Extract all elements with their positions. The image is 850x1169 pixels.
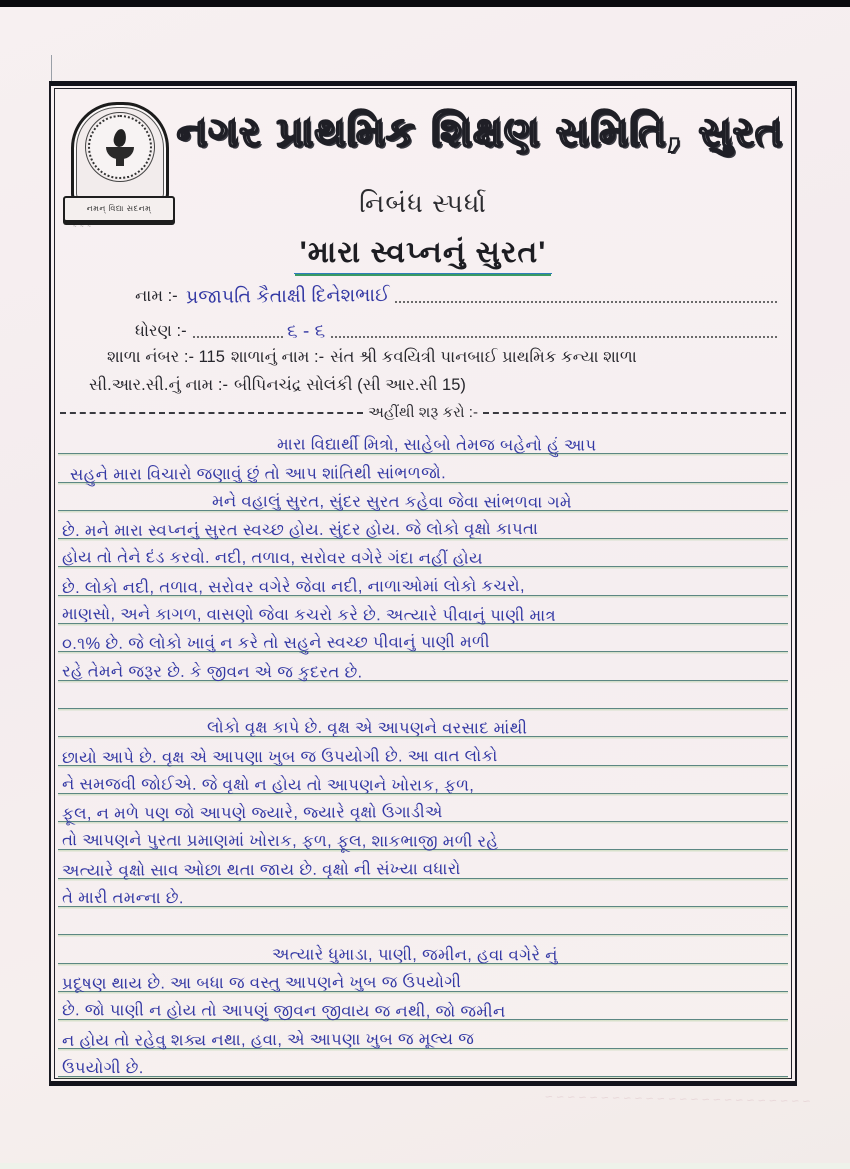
handwritten-essay-line: ન હોય તો રહેવુ શક્ય નથા, હવા, એ આપણા ખુબ જ મૂલ્ય જ	[61, 1029, 475, 1050]
handwritten-essay-line: ઉપયોગી છે.	[61, 1058, 144, 1077]
ruled-line	[58, 454, 788, 482]
ruled-line	[58, 1049, 788, 1077]
form-row-crc	[89, 376, 781, 395]
handwritten-essay-line: ને સમજવી જોઈએ. જે વૃક્ષો ન હોય તો આપણને ખોરાક, ફળ,	[61, 775, 475, 795]
essay-title-wrap	[51, 236, 795, 274]
essay-title: 'મારા સ્વપ્નનું સુરત'	[294, 236, 553, 274]
ruled-line	[58, 794, 788, 822]
start-here-label: અહીંથી શરૂ કરો :-	[368, 404, 478, 421]
essay-writing-area	[58, 426, 788, 1077]
dotted-leader	[193, 335, 283, 338]
handwritten-essay-line: લોકો વૃક્ષ કાપે છે. વૃક્ષ એ આપણને વરસાદ માંથી	[206, 718, 528, 738]
emblem-motto: નમન્ વિદ્યા સદનમ્	[86, 204, 152, 213]
ruled-line	[58, 567, 788, 595]
form-row-name	[135, 284, 781, 309]
dash-line	[483, 412, 786, 414]
handwritten-essay-line: ૦.૧% છે. જે લોકો ખાવું ન કરે તો સહુને સ્વચ્છ પીવાનું પાણી મળી	[61, 633, 490, 654]
school-name-value: સંત શ્રી કવયિત્રી પાનબાઈ પ્રાથમિક કન્યા શાળા	[330, 348, 637, 366]
emblem-caption: ~ ~ ~	[73, 224, 92, 230]
handwritten-essay-line: અત્યારે વૃક્ષો સાવ ઓછા થતા જાય છે. વૃક્ષો ની સંખ્યા વધારો	[61, 859, 461, 880]
lamp-stem	[116, 158, 124, 166]
standard-value-handwritten: ૬ - ૬	[286, 320, 325, 343]
start-here-divider	[57, 404, 789, 421]
handwritten-essay-line: સહુને મારા વિચારો જણાવું છું તો આપ શાંતિથી સાંભળજો.	[69, 463, 447, 484]
ruled-line	[58, 766, 788, 794]
crc-label: સી.આર.સી.નું નામ :-	[89, 376, 228, 394]
ruled-line	[58, 652, 788, 680]
emblem-ring	[88, 115, 152, 179]
reverse-page-bleed-through: ~ ~ ~ ~ ~ ~ ~ ~ ~ ~ ~ ~ ~ ~ ~ ~ ~ ~ ~ ~ ~ ~ ~ ~	[544, 1088, 811, 1109]
dash-line	[60, 412, 363, 414]
ruled-line	[58, 879, 788, 907]
crc-value: બીપિનચંદ્ર સોલંકી (સી આર.સી 15)	[233, 376, 466, 394]
scan-edge-strip	[0, 0, 850, 7]
name-value-handwritten: પ્રજાપતિ કૈતાક્ષી દિનેશભાઈ	[185, 284, 390, 309]
ruled-line	[58, 681, 788, 709]
handwritten-essay-line: પ્રદૂષણ થાય છે. આ બધા જ વસ્તુ આપણને ખુબ જ ઉપયોગી	[61, 973, 462, 993]
handwritten-essay-line: મારા વિદ્યાર્થી મિત્રો, સાહેબો તેમજ બહેનો હું આપ	[276, 435, 597, 455]
document-border-frame	[49, 81, 797, 1086]
handwritten-essay-line: છે. લોકો નદી, તળાવ, સરોવર વગેરે જેવા નદી, નાળાઓમાં લોકો કચરો,	[61, 576, 525, 597]
handwritten-essay-line: છે. જો પાણી ન હોય તો આપણું જીવન જીવાય જ નથી, જો જમીન	[61, 1001, 506, 1022]
handwritten-essay-line: ફૂલ, ન મળે પણ જો આપણે જ્યારે, જ્યારે વૃક્ષો ઉગાડીએ	[61, 803, 443, 823]
ruled-line	[58, 992, 788, 1020]
ruled-line	[58, 483, 788, 511]
handwritten-essay-line: રહે તેમને જરૂર છે. કે જીવન એ જ કુદરત છે.	[61, 662, 363, 682]
organization-title: નગર પ્રાથમિક શિક્ષણ સમિતિ, સુરત	[176, 108, 784, 156]
handwritten-essay-line: છે. મને મારા સ્વપ્નનું સુરત સ્વચ્છ હોય. સુંદર હોય. જે લોકો વૃક્ષો કાપતા	[61, 520, 539, 541]
ruled-line	[58, 1020, 788, 1048]
competition-title: નિબંધ સ્પર્ધા	[359, 188, 487, 218]
lamp-flame-icon	[112, 128, 127, 148]
name-label: નામ :-	[135, 287, 178, 305]
ruled-line	[58, 935, 788, 963]
ruled-line	[58, 709, 788, 737]
handwritten-essay-line: અત્યારે ધુમાડા, પાણી, જમીન, હવા વગેરે નું	[271, 945, 558, 965]
dotted-leader	[395, 300, 777, 303]
handwritten-essay-line: હોય તો તેને દંડ કરવો. નદી, તળાવ, સરોવર વગેરે ગંદા નહીં હોય	[61, 548, 483, 569]
ruled-line	[58, 426, 788, 454]
standard-label: ધોરણ :-	[135, 322, 187, 340]
ruled-line	[58, 822, 788, 850]
dotted-leader	[331, 335, 777, 338]
ruled-line	[58, 850, 788, 878]
handwritten-essay-line: માણસો, અને કાગળ, વાસણો જેવા કચરો કરે છે. અત્યારે પીવાનું પાણી માત્ર	[61, 605, 557, 625]
ruled-line	[58, 737, 788, 765]
ruled-line	[58, 511, 788, 539]
handwritten-essay-line: મને વહાલું સુરત, સુંદર સુરત કહેવા જેવા સાંભળવા ગમે	[211, 492, 572, 512]
school-number-label: શાળા નંબર :- 115	[107, 348, 225, 366]
ruled-line	[58, 964, 788, 992]
ruled-line	[58, 624, 788, 652]
form-row-school	[107, 348, 781, 367]
ruled-line	[58, 907, 788, 935]
handwritten-essay-line: તો આપણને પુરતા પ્રમાણમાં ખોરાક, ફળ, ફૂલ, શાકભાજી મળી રહે	[61, 831, 499, 852]
handwritten-essay-line: છાયો આપે છે. વૃક્ષ એ આપણા ખુબ જ ઉપયોગી છે. આ વાત લોકો	[61, 746, 498, 767]
ruled-line	[58, 539, 788, 567]
form-row-standard	[135, 319, 781, 341]
scan-bottom-strip	[0, 1163, 850, 1169]
ruled-line	[58, 596, 788, 624]
school-name-label: શાળાનું નામ :-	[230, 348, 325, 366]
handwritten-essay-line: તે મારી તમન્ના છે.	[61, 888, 184, 908]
